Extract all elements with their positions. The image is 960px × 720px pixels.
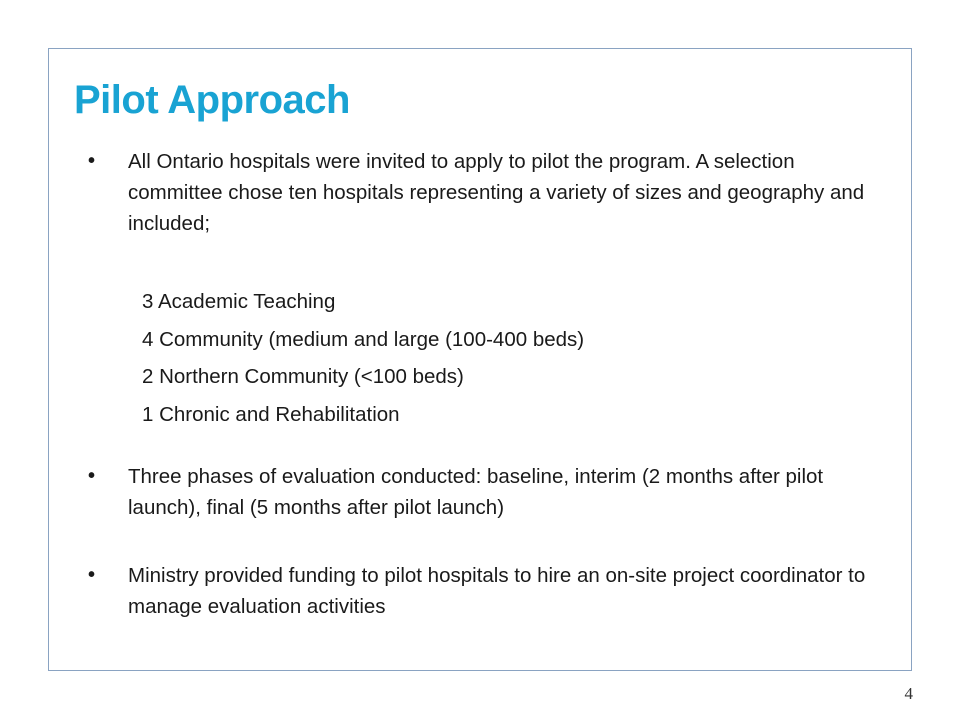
bullet-text: Three phases of evaluation conducted: baseline, interim (2 months after pilot launch), final (5 months after pilot launch) — [128, 465, 824, 519]
bullet-item — [88, 560, 878, 622]
bullet-item — [88, 461, 878, 523]
bullet-icon: • — [88, 564, 96, 586]
slide-title: Pilot Approach — [74, 78, 350, 122]
page-number: 4 — [904, 684, 913, 703]
hospital-type-list — [142, 283, 584, 433]
bullet-item — [88, 146, 878, 239]
bullet-icon: • — [88, 465, 96, 487]
bullet-icon: • — [88, 150, 96, 172]
list-item: 2 Northern Community (<100 beds) — [142, 365, 464, 388]
bullet-text: All Ontario hospitals were invited to apply to pilot the program. A selection committee chose ten hospitals representing a variety of sizes and geography and included; — [128, 150, 865, 235]
list-item: 4 Community (medium and large (100-400 beds) — [142, 327, 585, 351]
list-item: 1 Chronic and Rehabilitation — [142, 402, 400, 426]
bullet-text: Ministry provided funding to pilot hospitals to hire an on-site project coordinator to manage evaluation activities — [128, 564, 866, 618]
list-item: 3 Academic Teaching — [142, 290, 336, 313]
